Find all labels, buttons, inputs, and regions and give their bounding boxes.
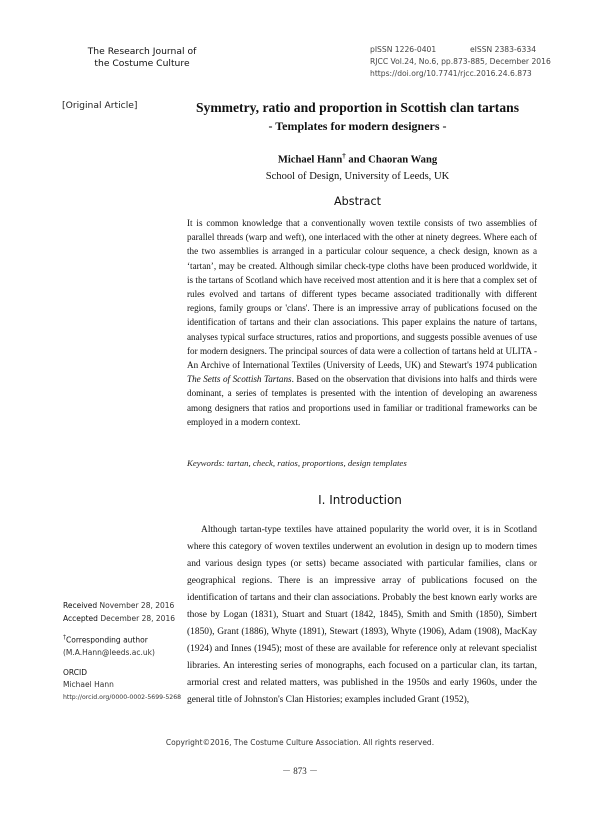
received-date: November 28, 2016: [99, 601, 175, 610]
citation: RJCC Vol.24, No.6, pp.873-885, December 2016: [370, 57, 551, 66]
page-number: － 873 －: [281, 766, 318, 776]
abstract-text-part1: It is common knowledge that a conventionally woven textile consists of two assemblies of parallel threads (warp and weft), one interlaced with the other at ninety degrees. Where each of the two assemblies is arranged in a particular colour sequence, a check design, known as a ‘tartan’, may be created. Although similar check-type cloths have been produced worldwide, it is the tartans of Scotland which have received most attention and it is here that a complex set of rules evolved and tartans of different types became associated traditionally with different regions, family groups or 'clans'. There is an impressive array of publications focused on the identification of tartans and their clan associations. This paper explains the nature of tartans, analyses typical surface structures, ratios and proportions, and suggests possible avenues of use for modern designers. The principal sources of data were a collection of tartans held at ULITA - An Archive of International Textiles (University of Leeds, UK) and Stewart's 1974 publication: [187, 218, 537, 371]
abstract-book-title: The Setts of Scottish Tartans: [187, 374, 292, 385]
affiliation: School of Design, University of Leeds, UK: [265, 170, 450, 182]
introduction-paragraph: Although tartan-type textiles have attained popularity the world over, it is in Scotland where this category of woven textiles underwent an evolution in design up to modern times and various design types (or setts) became associated with particular families, clans or geographical regions. There is an impressive array of publications focused on the identification of tartans and their clan associations. Probably the best known early works are those by Logan (1831), Stuart and Stuart (1842, 1845), Smith and Smith (1850), Simbert (1850), Grant (1886), Whyte (1891), Stewart (1893), Whyte (1906), Adam (1908), MacKay (1924) and Innes (1945); most of these are available for reference only at relevant specialist libraries. An interesting series of monographs, each focused on a particular clan, its tartan, armorial crest and related matters, was published in the 1950s and early 1960s, under the general title of Johnston's Clan Histories; examples included Grant (1952),: [187, 525, 537, 706]
paper-subtitle: - Templates for modern designers -: [268, 119, 447, 133]
eissn: eISSN 2383-6334: [470, 45, 537, 54]
journal-name-line1: The Research Journal of: [87, 46, 197, 57]
author-names: [175, 148, 540, 169]
journal-name-line2: the Costume Culture: [94, 57, 190, 69]
authors-block: [175, 148, 540, 185]
author-2: Chaoran Wang: [368, 154, 438, 166]
pissn: pISSN 1226-0401: [370, 45, 437, 54]
author-conjunction: and: [345, 154, 369, 166]
author-1: Michael Hann: [277, 154, 343, 166]
corresponding-dagger: †: [342, 152, 346, 160]
paper-title: Symmetry, ratio and proportion in Scottish clan tartans: [196, 100, 519, 115]
abstract-text: [187, 216, 537, 429]
copyright-notice: Copyright©2016, The Costume Culture Association. All rights reserved.: [165, 738, 435, 747]
doi-link[interactable]: https://doi.org/10.7741/rjcc.2016.24.6.873: [370, 69, 532, 78]
abstract-heading: Abstract: [334, 195, 381, 208]
introduction-body: [187, 522, 537, 710]
article-info-sidebar: [63, 600, 183, 705]
article-type: [Original Article]: [62, 100, 138, 111]
corresponding-email[interactable]: (M.A.Hann@leeds.ac.uk): [63, 648, 155, 658]
orcid-label: ORCID: [63, 667, 87, 677]
journal-identifiers: [370, 44, 570, 80]
journal-name: [62, 46, 222, 69]
abstract-text-part2: . Based on the observation that divisions into halfs and thirds were dominant, a series of templates is presented with the intention of developing an awareness among designers that ratios and proportions used in familiar or traditional frameworks can be employed in a modern context.: [187, 374, 537, 427]
orcid-name: Michael Hann: [63, 680, 114, 690]
accepted-date: December 28, 2016: [100, 613, 176, 623]
keywords: Keywords: tartan, check, ratios, proportions, design templates: [187, 458, 407, 468]
corresponding-author-label: Corresponding author: [66, 635, 148, 645]
corresponding-mark: †: [63, 634, 66, 642]
title-block: [175, 98, 540, 135]
received-label: Received: [63, 601, 98, 610]
introduction-heading: Ⅰ. Introduction: [318, 493, 402, 507]
orcid-link[interactable]: http://orcid.org/0000-0002-5699-5268: [63, 694, 182, 702]
accepted-label: Accepted: [63, 613, 98, 623]
